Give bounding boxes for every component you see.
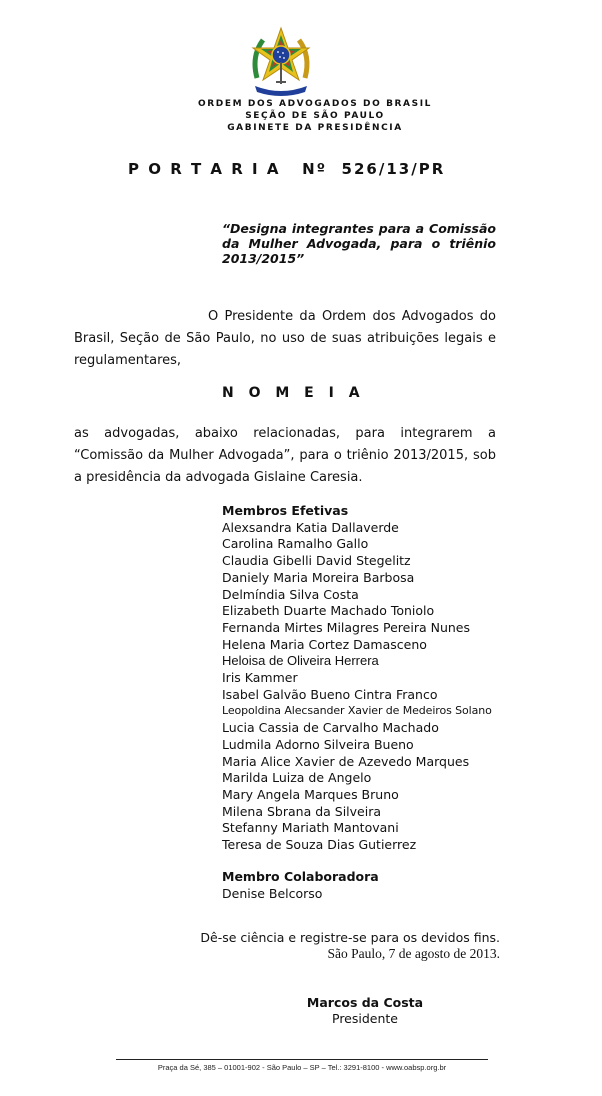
footer-divider bbox=[116, 1059, 488, 1060]
list-item: Alexsandra Katia Dallaverde bbox=[222, 519, 399, 535]
list-item: Leopoldina Alecsander Xavier de Medeiros Solano bbox=[222, 704, 492, 718]
list-item: Daniely Maria Moreira Barbosa bbox=[222, 569, 415, 585]
list-item: Fernanda Mirtes Milagres Pereira Nunes bbox=[222, 619, 471, 635]
closing-text: Dê-se ciência e registre-se para os devidos fins. bbox=[200, 930, 500, 945]
list-item: Teresa de Souza Dias Gutierrez bbox=[222, 837, 417, 853]
list-item: Milena Sbrana da Silveira bbox=[222, 803, 382, 819]
list-item: Mary Angela Marques Bruno bbox=[222, 786, 399, 802]
list-item: Elizabeth Duarte Machado Toniolo bbox=[222, 603, 435, 619]
paragraph-president-text: O Presidente da Ordem dos Advogados do Brasil, Seção de São Paulo, no uso de suas atribuições legais e regulamentares, bbox=[74, 309, 496, 368]
signer-name: Marcos da Costa bbox=[306, 995, 424, 1010]
paragraph-president bbox=[74, 306, 496, 372]
header-line-section: SEÇÃO DE SÃO PAULO bbox=[245, 111, 385, 121]
collaborator-block bbox=[222, 868, 379, 902]
list-item: Lucia Cassia de Carvalho Machado bbox=[222, 720, 439, 736]
signature-block bbox=[260, 995, 470, 1027]
list-item: Iris Kammer bbox=[222, 670, 298, 686]
nomeia-heading: N O M E I A bbox=[222, 385, 365, 401]
list-item: Carolina Ramalho Gallo bbox=[222, 536, 369, 552]
members-title: Membros Efetivas bbox=[222, 503, 349, 518]
header-line-institution: ORDEM DOS ADVOGADOS DO BRASIL bbox=[198, 99, 432, 109]
header-line-office: GABINETE DA PRESIDÊNCIA bbox=[227, 123, 403, 133]
document-date: São Paulo, 7 de agosto de 2013. bbox=[327, 946, 500, 961]
brazil-coat-of-arms-icon bbox=[247, 26, 315, 96]
list-item: Isabel Galvão Bueno Cintra Franco bbox=[222, 686, 438, 702]
list-item: Delmíndia Silva Costa bbox=[222, 586, 359, 602]
list-item: Ludmila Adorno Silveira Bueno bbox=[222, 736, 414, 752]
list-item: Heloisa de Oliveira Herrera bbox=[222, 653, 379, 669]
ementa: “Designa integrantes para a Comissão da Mulher Advogada, para o triênio 2013/2015” bbox=[222, 221, 496, 266]
list-item: Marilda Luiza de Angelo bbox=[222, 770, 372, 786]
paragraph-appointment: as advogadas, abaixo relacionadas, para integrarem a “Comissão da Mulher Advogada”, para o triênio 2013/2015, sob a presidência da advogada Gislaine Caresia. bbox=[74, 426, 496, 485]
list-item: Stefanny Mariath Mantovani bbox=[222, 820, 399, 836]
list-item: Claudia Gibelli David Stegelitz bbox=[222, 553, 411, 569]
document-title: P O R T A R I A Nº 526/13/PR bbox=[128, 160, 446, 178]
signer-role: Presidente bbox=[332, 1011, 398, 1026]
collaborator-title: Membro Colaboradora bbox=[222, 869, 379, 884]
list-item: Helena Maria Cortez Damasceno bbox=[222, 636, 427, 652]
collaborator-name: Denise Belcorso bbox=[222, 886, 323, 901]
members-list bbox=[222, 503, 492, 854]
list-item: Maria Alice Xavier de Azevedo Marques bbox=[222, 753, 470, 769]
closing-block bbox=[100, 930, 500, 962]
footer-address: Praça da Sé, 385 – 01001-902 - São Paulo – SP – Tel.: 3291-8100 - www.oabsp.org.br bbox=[157, 1063, 447, 1072]
